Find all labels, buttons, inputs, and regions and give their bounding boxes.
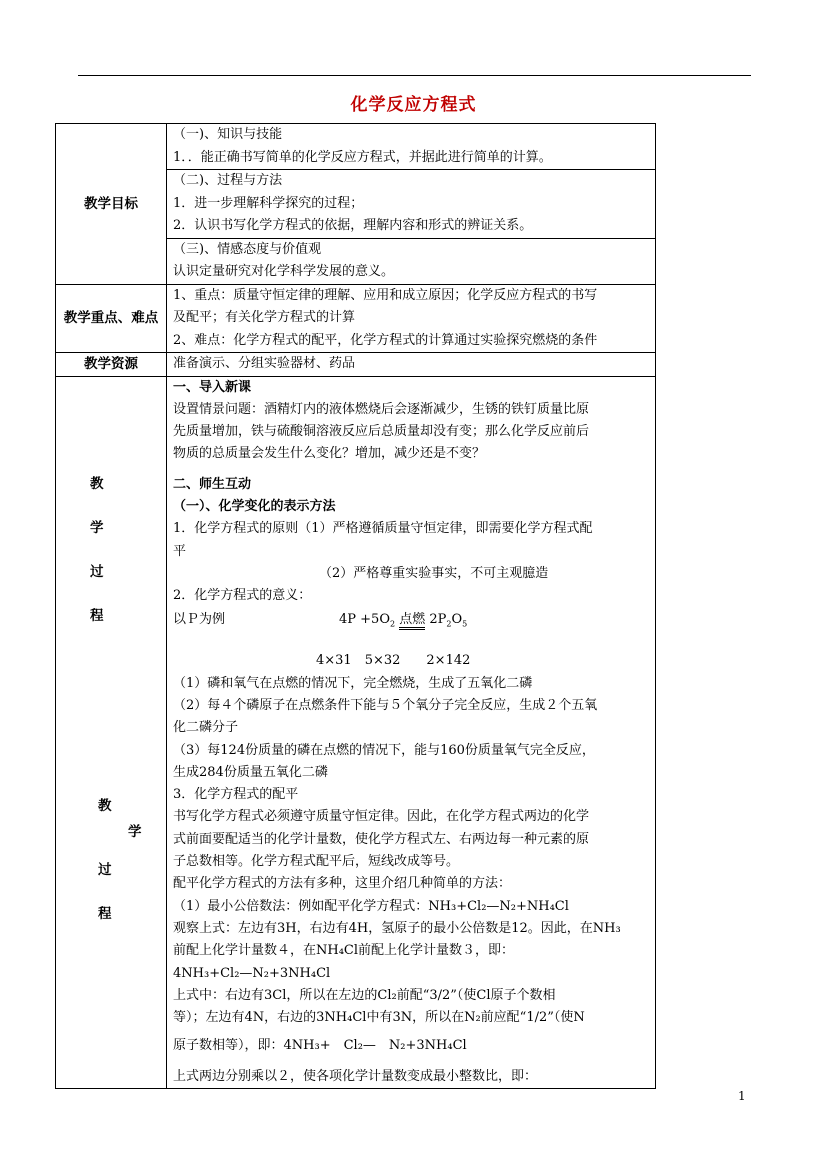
principle-line: 平 — [173, 543, 187, 559]
goals-line: （一)、知识与技能 — [173, 127, 283, 142]
example-label: 以Ｐ为例 — [173, 612, 226, 628]
eq-condition: 点燃 — [399, 612, 425, 630]
resources-row — [56, 353, 656, 377]
lcm-line: 上式两边分别乘以２，使各项化学计量数变成最小整数比，即： — [173, 1068, 538, 1084]
goals-label: 教学目标 — [56, 124, 167, 285]
goals-cell-3 — [167, 238, 656, 284]
process-label-char: 教 — [90, 475, 104, 492]
mass-row: 4×31 5×32 2×142 — [316, 653, 471, 669]
goals-line: 认识定量研究对化学科学发展的意义。 — [173, 264, 395, 279]
meaning-line: 化二磷分子 — [173, 720, 239, 736]
goals-cell-1 — [167, 124, 656, 170]
goals-line: 1．．能正确书写简单的化学反应方程式，并据此进行简单的计算。 — [173, 149, 552, 165]
process-label-char: 教 — [98, 797, 112, 814]
balance-line: 书写化学方程式必须遵守质量守恒定律。因此，在化学方程式两边的化学 — [173, 809, 590, 825]
lcm-line: 上式中：右边有3Cl，所以在左边的Cl₂前配“3/2”（使Cl原子个数相 — [173, 987, 556, 1003]
keypoints-cell — [167, 284, 656, 353]
header-rule — [78, 75, 751, 76]
balance-heading: 3．化学方程式的配平 — [173, 787, 299, 803]
balance-line: 式前面要配适当的化学计量数，使化学方程式左、右两边每一种元素的原 — [173, 831, 590, 847]
process-label-char: 程 — [90, 607, 104, 624]
eq-sub: 2 — [389, 620, 396, 630]
keypoints-row — [56, 284, 656, 353]
goals-line: 1．进一步理解科学探究的过程； — [173, 195, 364, 211]
balance-line: 子总数相等。化学方程式配平后，短线改成等号。 — [173, 854, 460, 870]
meaning-line: （1）磷和氧气在点燃的情况下，完全燃烧，生成了五氧化二磷 — [173, 675, 533, 691]
keypoints-line: 1、重点：质量守恒定律的理解、应用和成立原因；化学反应方程式的书写 — [173, 287, 598, 303]
eq-right-o: O — [451, 612, 463, 628]
sub-heading: （一）、化学变化的表示方法 — [173, 498, 336, 514]
eq-left: 4P +5O — [339, 612, 390, 628]
principle-line: （2）严格尊重实验事实，不可主观臆造 — [319, 565, 549, 581]
meaning-line: （3）每124份质量的磷在点燃的情况下，能与160份质量氧气完全反应， — [173, 742, 595, 758]
process-label-char: 过 — [90, 563, 104, 580]
intro-line: 物质的总质量会发生什么变化？增加，减少还是不变？ — [173, 446, 486, 462]
keypoints-line: 及配平；有关化学方程式的计算 — [173, 310, 356, 325]
goals-row-1 — [56, 124, 656, 170]
lcm-line: 观察上式：左边有3H，右边有4H，氢原子的最小公倍数是12。因此，在NH₃ — [173, 920, 621, 936]
eq-right: 2P — [429, 612, 447, 628]
eq-sub: 2 — [446, 620, 452, 630]
eq-sub: 5 — [462, 620, 468, 630]
interact-heading: 二、师生互动 — [173, 476, 252, 492]
meaning-line: （2）每４个磷原子在点燃条件下能与５个氧分子完全反应，生成２个五氧 — [173, 697, 598, 713]
lcm-line: （1）最小公倍数法：例如配平化学方程式：NH₃+Cl₂—N₂+NH₄Cl — [173, 898, 569, 914]
lcm-line: 原子数相等），即：4NH₃+ Cl₂— N₂+3NH₄Cl — [173, 1038, 467, 1054]
principle-line: 1．化学方程式的原则（1）严格遵循质量守恒定律，即需要化学方程式配 — [173, 521, 593, 537]
process-content-cell — [167, 376, 656, 1089]
goals-cell-2 — [167, 170, 656, 239]
keypoints-label: 教学重点、难点 — [56, 284, 167, 353]
process-label-char: 学 — [128, 823, 142, 840]
page-title: 化学反应方程式 — [350, 95, 477, 115]
goals-line: 2．认识书写化学方程式的依据，理解内容和形式的辨证关系。 — [173, 218, 533, 233]
intro-line: 先质量增加，铁与硫酸铜溶液反应后总质量却没有变；那么化学反应前后 — [173, 424, 590, 440]
process-label-cell — [56, 376, 167, 1089]
lesson-plan-table — [55, 123, 656, 1089]
equation — [339, 609, 467, 636]
page-number: 1 — [738, 1089, 746, 1103]
process-label-char: 学 — [90, 519, 104, 536]
process-label-char: 过 — [98, 861, 112, 878]
meaning-heading: 2．化学方程式的意义： — [173, 588, 312, 604]
keypoints-line: 2、难点：化学方程式的配平，化学方程式的计算通过实验探究燃烧的条件 — [173, 332, 598, 348]
balance-line: 配平化学方程式的方法有多种，这里介绍几种简单的方法： — [173, 876, 512, 892]
resources-label: 教学资源 — [56, 353, 167, 377]
process-row — [56, 376, 656, 1089]
resources-cell: 准备演示、分组实验器材、药品 — [167, 353, 656, 377]
lcm-line: 前配上化学计量数４，在NH₄Cl前配上化学计量数３，即： — [173, 943, 515, 959]
meaning-line: 生成284份质量五氧化二磷 — [173, 764, 328, 780]
goals-line: （二)、过程与方法 — [173, 173, 283, 188]
lcm-line: 等）；左边有4N，右边的3NH₄Cl中有3N，所以在N₂前应配“1/2”（使N — [173, 1010, 585, 1026]
intro-line: 设置情景问题：酒精灯内的液体燃烧后会逐渐减少，生锈的铁钉质量比原 — [173, 401, 590, 417]
equation-row — [173, 609, 651, 636]
intro-heading: 一、导入新课 — [173, 379, 252, 395]
process-label-char: 程 — [98, 905, 112, 922]
goals-line: （三)、情感态度与价值观 — [173, 241, 322, 257]
lcm-line: 4NH₃+Cl₂—N₂+3NH₄Cl — [173, 965, 331, 981]
